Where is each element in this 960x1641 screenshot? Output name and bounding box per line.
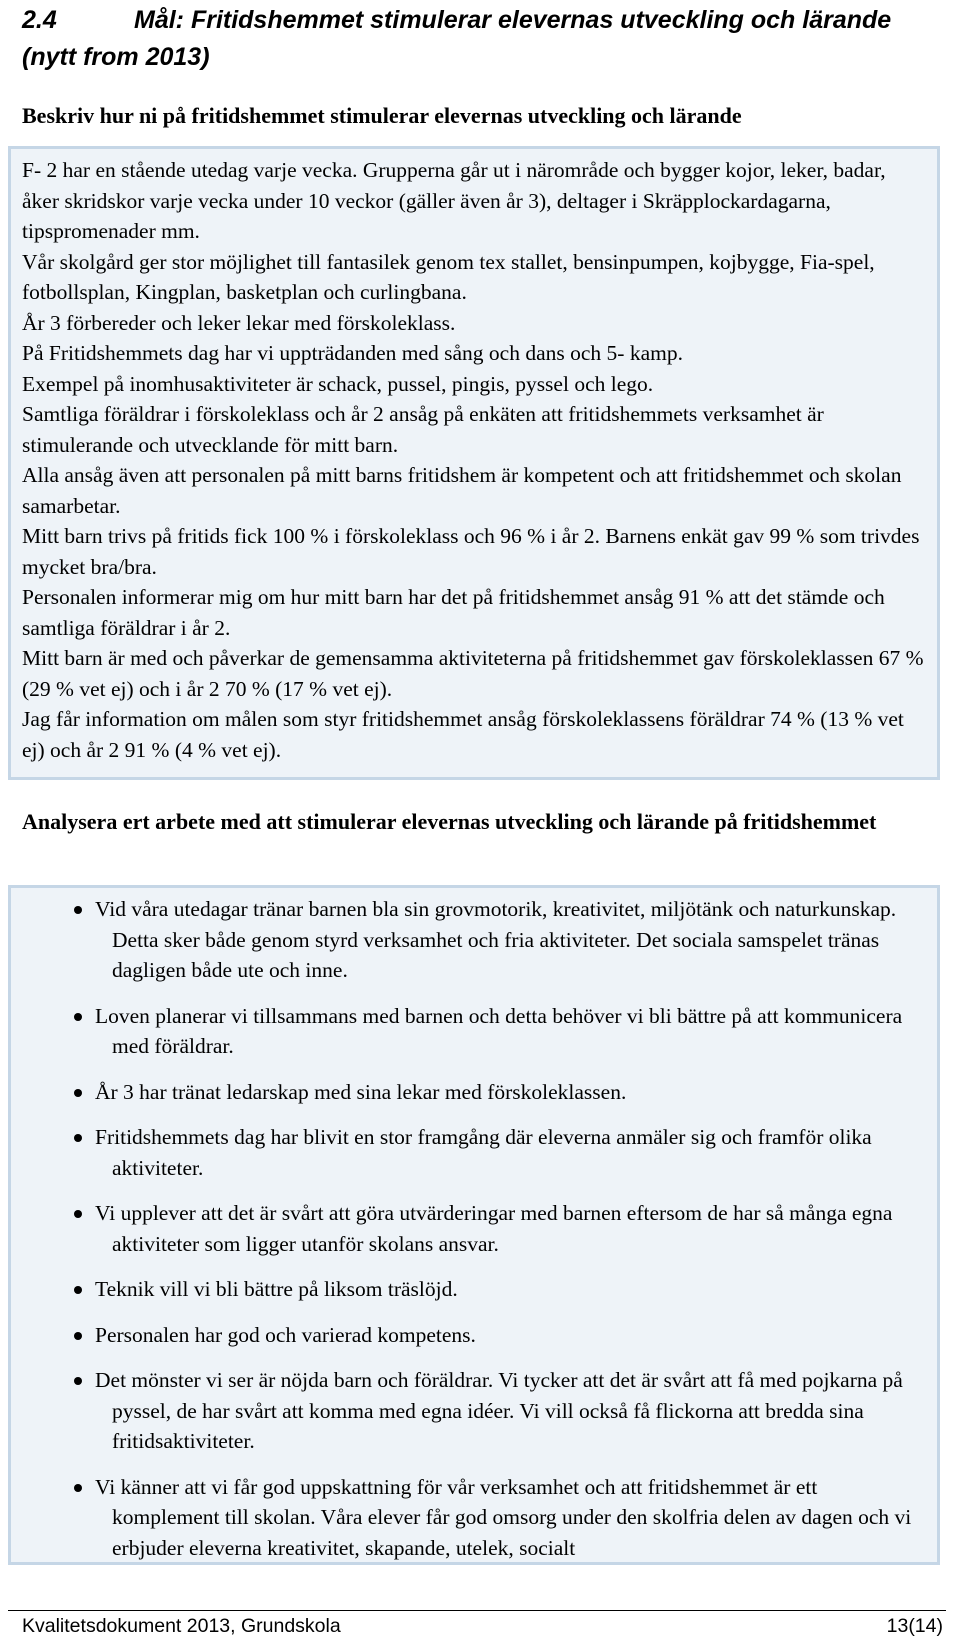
list-item-text: Vi känner att vi får god uppskattning för vår verksamhet och att fritidshemmet är ett komplement till skolan. Våra elever får god omsorg under den skolfria delen av dagen och vi erbjuder eleverna kreativitet, skapande, utelek, socialt: [95, 1474, 912, 1560]
list-item: [22, 1472, 927, 1564]
section-number: 2.4: [22, 6, 57, 34]
paragraph: Exempel på inomhusaktiviteter är schack, pussel, pingis, pyssel och lego.: [22, 371, 654, 396]
paragraph: På Fritidshemmets dag har vi uppträdanden med sång och dans och 5- kamp.: [22, 341, 683, 365]
bullet-icon: [74, 1377, 82, 1385]
list-item-text: Fritidshemmets dag har blivit en stor framgång där eleverna anmäler sig och framför olika aktiviteter.: [95, 1125, 872, 1180]
paragraph: År 3 förbereder och leker lekar med förskoleklass.: [22, 310, 456, 335]
analysis-list: [22, 894, 927, 1563]
list-item: [22, 1320, 927, 1351]
paragraph: Personalen informerar mig om hur mitt barn har det på fritidshemmet ansåg 91 % att det stämde och samtliga föräldrar i år 2.: [22, 585, 885, 640]
footer-document-title: Kvalitetsdokument 2013, Grundskola: [22, 1615, 341, 1637]
list-item-text: Personalen har god och varierad kompetens.: [95, 1322, 476, 1347]
paragraph: Samtliga föräldrar i förskoleklass och år 2 ansåg på enkäten att fritidshemmets verksamhet är stimulerande och utvecklande för mitt barn.: [22, 402, 824, 457]
list-item-text: Det mönster vi ser är nöjda barn och föräldrar. Vi tycker att det är svårt att få med pojkarna på pyssel, de har svårt att komma med egna idéer. Vi vill också få flickorna att bredda sina fritidsaktiviteter.: [95, 1368, 903, 1453]
list-item: [22, 1077, 927, 1108]
bullet-icon: [74, 1089, 82, 1097]
bullet-icon: [74, 1210, 82, 1218]
paragraph: Jag får information om målen som styr fritidshemmet ansåg förskoleklassens föräldrar 74 % (13 % vet ej) och år 2 91 % (4 % vet ej).: [22, 707, 904, 762]
list-item: [22, 1001, 927, 1062]
list-item-text: År 3 har tränat ledarskap med sina lekar med förskoleklassen.: [95, 1079, 627, 1104]
bullet-icon: [74, 1484, 82, 1492]
list-item: [22, 894, 927, 986]
paragraph: F- 2 har en stående utedag varje vecka. Grupperna går ut i närområde och bygger kojor, leker, badar, åker skridskor varje vecka under 10 veckor (gäller även år 3), deltager i Skräpplockardagarna, tipspromenader mm.: [22, 158, 886, 243]
list-item: [22, 1365, 927, 1457]
footer-divider: [8, 1610, 946, 1611]
bullet-icon: [74, 1332, 82, 1340]
analyse-textbox: [8, 885, 940, 1565]
list-item-text: Vi upplever att det är svårt att göra utvärderingar med barnen eftersom de har så många egna aktiviteter som ligger utanför skolans ansvar.: [95, 1201, 893, 1256]
paragraph: Mitt barn trivs på fritids fick 100 % i förskoleklass och 96 % i år 2. Barnens enkät gav 99 % som trivdes mycket bra/bra.: [22, 524, 920, 579]
list-item-text: Vid våra utedagar tränar barnen bla sin grovmotorik, kreativitet, miljötänk och naturkunskap. Detta sker både genom styrd verksamhet och fria aktiviteter. Det sociala samspelet tränas dagligen både ute och inne.: [95, 897, 897, 982]
section-title: Mål: Fritidshemmet stimulerar elevernas utveckling och lärande (nytt from 2013): [22, 6, 892, 71]
paragraph: Alla ansåg även att personalen på mitt barns fritidshem är kompetent och att fritidshemmet och skolan samarbetar.: [22, 463, 902, 518]
bullet-icon: [74, 1013, 82, 1021]
paragraph: Vår skolgård ger stor möjlighet till fantasilek genom tex stallet, bensinpumpen, kojbygge, Fia-spel, fotbollsplan, Kingplan, basketplan och curlingbana.: [22, 249, 875, 304]
list-item: [22, 1198, 927, 1259]
list-item-text: Teknik vill vi bli bättre på liksom träslöjd.: [95, 1277, 458, 1301]
section-heading: [22, 2, 952, 76]
analyse-heading: Analysera ert arbete med att stimulerar elevernas utveckling och lärande på fritidshemmet: [22, 809, 877, 834]
paragraph: Mitt barn är med och påverkar de gemensamma aktiviteterna på fritidshemmet gav förskoleklassen 67 % (29 % vet ej) och i år 2 70 % (17 % vet ej).: [22, 646, 924, 701]
bullet-icon: [74, 1286, 82, 1294]
list-item-text: Loven planerar vi tillsammans med barnen och detta behöver vi bli bättre på att kommunicera med föräldrar.: [95, 1003, 903, 1058]
bullet-icon: [74, 1134, 82, 1142]
describe-heading: Beskriv hur ni på fritidshemmet stimulerar elevernas utveckling och lärande: [22, 103, 742, 128]
describe-textbox: [8, 146, 940, 780]
list-item: [22, 1274, 927, 1305]
bullet-icon: [74, 906, 82, 914]
list-item: [22, 1122, 927, 1183]
footer-page-number: 13(14): [886, 1615, 943, 1637]
